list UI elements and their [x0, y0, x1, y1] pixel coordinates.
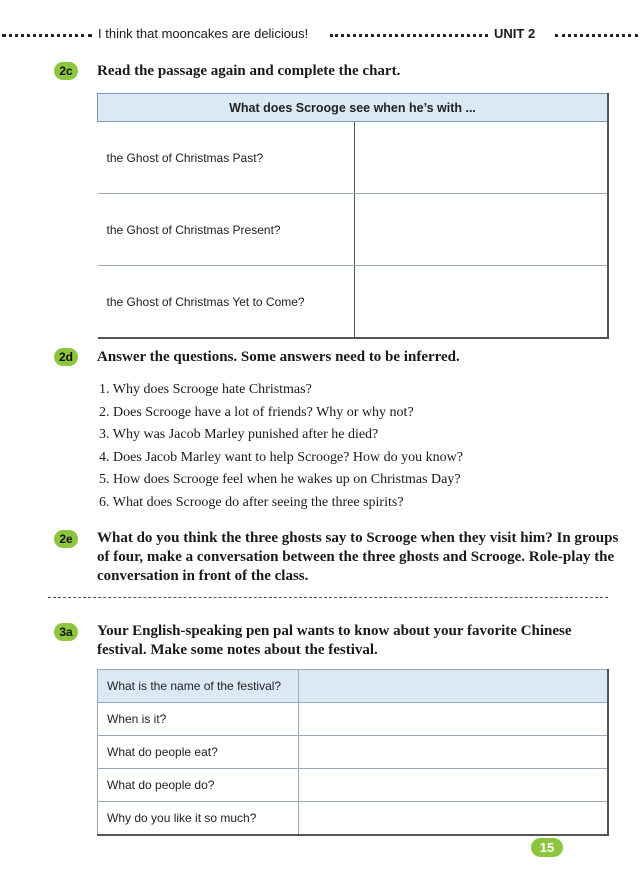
chart-3a-answer-cell[interactable] [299, 802, 609, 836]
chart-3a-row-label: Why do you like it so much? [98, 802, 299, 836]
badge-3a: 3a [54, 623, 78, 641]
question-item: 6. What does Scrooge do after seeing the three spirits? [99, 494, 404, 510]
header-title: I think that mooncakes are delicious! [98, 26, 309, 41]
instruction-3a: Your English-speaking pen pal wants to know about your favorite Chinese festival. Make some notes about the festival. [97, 623, 572, 658]
chart-3a-row-label: What do people do? [98, 769, 299, 802]
chart-2c-answer-cell[interactable] [354, 194, 608, 266]
page-number: 15 [531, 838, 563, 857]
chart-2c-header: What does Scrooge see when he’s with ... [98, 94, 609, 122]
header-dots-right [555, 34, 638, 37]
chart-3a-answer-cell[interactable] [299, 769, 609, 802]
header-unit: UNIT 2 [494, 26, 536, 41]
chart-2c-row-label: the Ghost of Christmas Yet to Come? [98, 266, 355, 339]
chart-2c-row-label: the Ghost of Christmas Past? [98, 122, 355, 194]
question-item: 2. Does Scrooge have a lot of friends? Why or why not? [99, 404, 414, 420]
page-header [0, 26, 640, 44]
chart-2c-answer-cell[interactable] [354, 266, 608, 339]
chart-3a-row-label: What do people eat? [98, 736, 299, 769]
chart-3a-row-label: When is it? [98, 703, 299, 736]
question-item: 5. How does Scrooge feel when he wakes up on Christmas Day? [99, 472, 461, 488]
question-list-2d [99, 379, 463, 515]
badge-2d: 2d [54, 348, 78, 366]
question-item: 3. Why was Jacob Marley punished after he died? [99, 427, 379, 443]
section-divider [48, 597, 608, 598]
chart-3a-answer-cell[interactable] [299, 736, 609, 769]
chart-2c-answer-cell[interactable] [354, 122, 608, 194]
chart-2c [97, 93, 609, 339]
question-item: 4. Does Jacob Marley want to help Scrooge? How do you know? [99, 449, 463, 465]
instruction-2c: Read the passage again and complete the chart. [97, 63, 401, 79]
chart-3a-answer-cell[interactable] [299, 703, 609, 736]
header-dots-left [2, 34, 92, 37]
header-dots-middle [330, 34, 488, 37]
instruction-2e: What do you think the three ghosts say to Scrooge when they visit him? In groups of four, make a conversation between the three ghosts and Scrooge. Role-play the conversation in front of the class. [97, 530, 619, 584]
chart-3a-row-label: What is the name of the festival? [98, 670, 299, 703]
badge-2c: 2c [54, 62, 78, 80]
chart-3a-answer-cell[interactable] [299, 670, 609, 703]
chart-3a [97, 669, 609, 836]
chart-2c-row-label: the Ghost of Christmas Present? [98, 194, 355, 266]
badge-2e: 2e [54, 530, 78, 548]
question-item: 1. Why does Scrooge hate Christmas? [99, 382, 312, 397]
instruction-2d: Answer the questions. Some answers need to be inferred. [97, 349, 460, 365]
